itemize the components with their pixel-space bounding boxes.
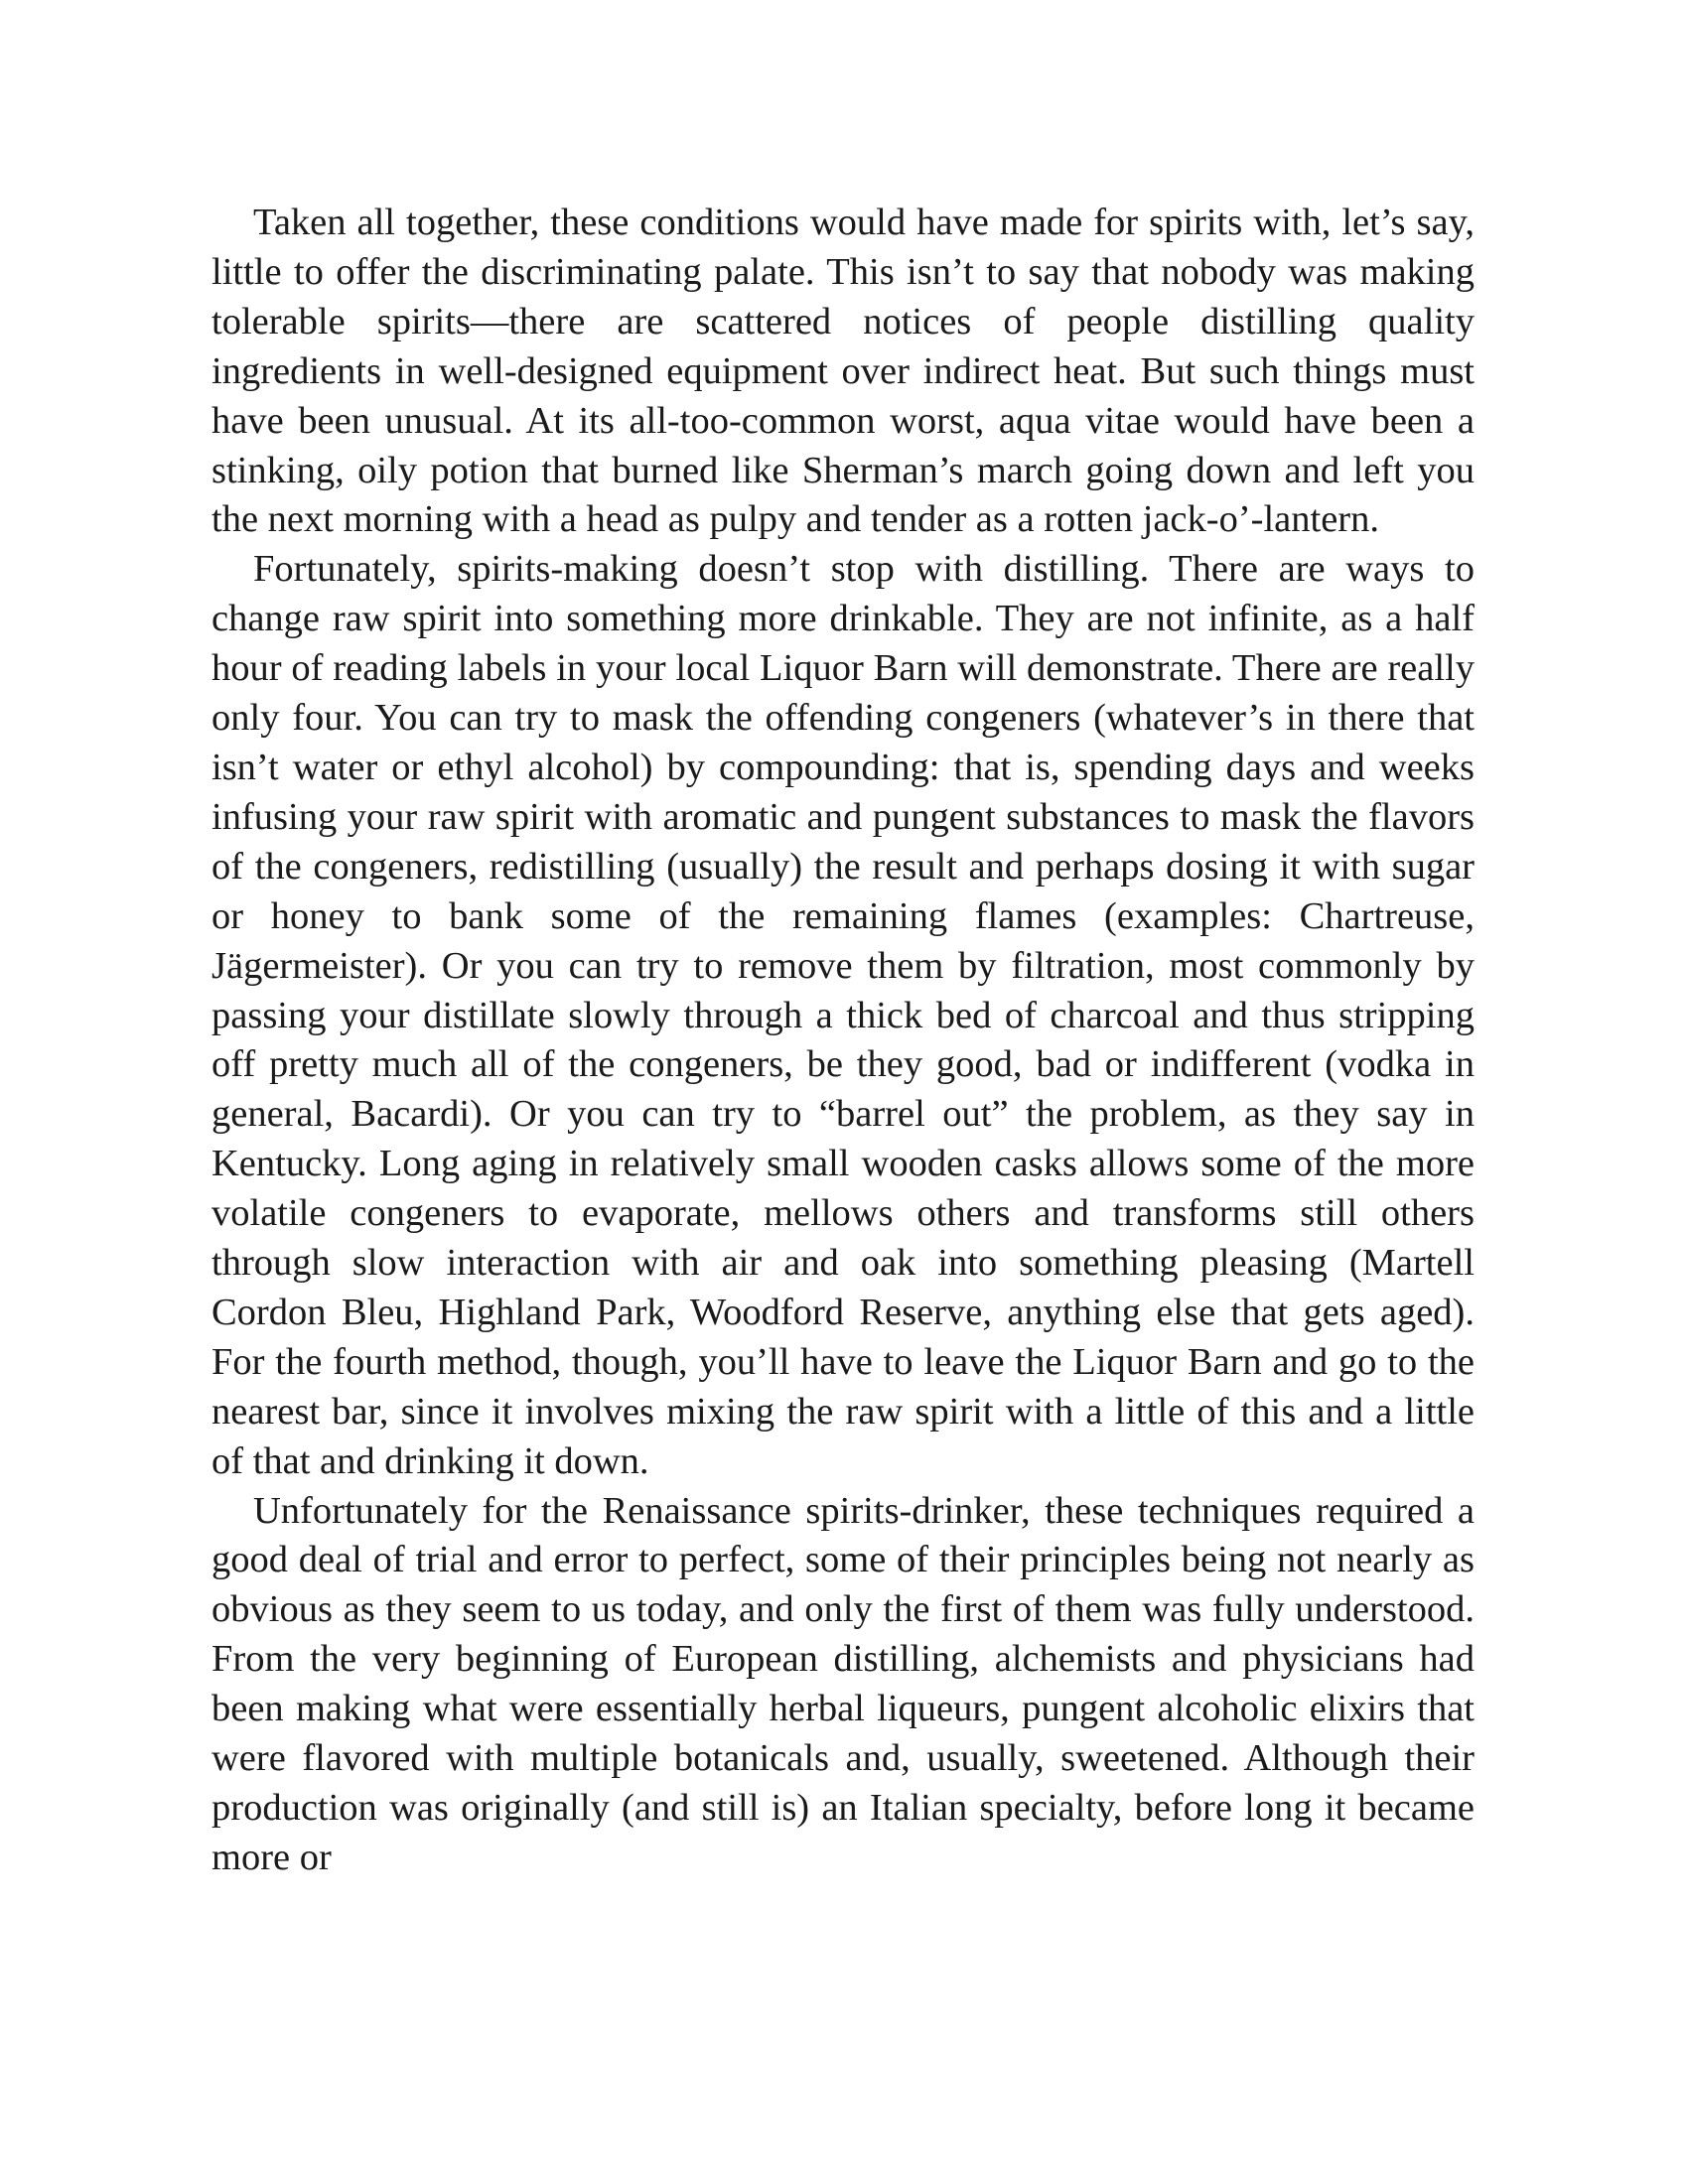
paragraph-taken-all-together: Taken all together, these conditions would have made for spirits with, let’s say, little to offer the discriminating palate. This isn’t to say that nobody was making tolerable spirits—there are scattered notices of people distilling quality ingredients in well-designed equipment over indirect heat. But such things must have been unusual. At its all-too-common worst, aqua vitae would have been a stinking, oily potion that burned like Sherman’s march going down and left you the next morning with a head as pulpy and tender as a rotten jack-o’-lantern.	[211, 202, 1475, 541]
paragraph-fortunately: Fortunately, spirits-making doesn’t stop with distilling. There are ways to change raw spirit into something more drinkable. They are not infinite, as a half hour of reading labels in your local Liquor Barn will demonstrate. There are really only four. You can try to mask the offending congeners (whatever’s in there that isn’t water or ethyl alcohol) by compounding: that is, spending days and weeks infusing your raw spirit with aromatic and pungent substances to mask the flavors of the congeners, redistilling (usually) the result and perhaps dosing it with sugar or honey to bank some of the remaining flames (examples: Chartreuse, Jägermeister). Or you can try to remove them by filtration, most commonly by passing your distillate slowly through a thick bed of charcoal and thus stripping off pretty much all of the congeners, be they good, bad or indifferent (vodka in general, Bacardi). Or you can try to “barrel out” the problem, as they say in Kentucky. Long aging in relatively small wooden casks allows some of the more volatile congeners to evaporate, mellows others and transforms still others through slow interaction with air and oak into something pleasing (Martell Cordon Bleu, Highland Park, Woodford Reserve, anything else that gets aged). For the fourth method, though, you’ll have to leave the Liquor Barn and go to the nearest bar, since it involves mixing the raw spirit with a little of this and a little of that and drinking it down.	[211, 548, 1475, 1482]
body-text	[211, 199, 1475, 1883]
paragraph-unfortunately: Unfortunately for the Renaissance spirits-drinker, these techniques required a good deal of trial and error to perfect, some of their principles being not nearly as obvious as they seem to us today, and only the first of them was fully understood. From the very beginning of European distilling, alchemists and physicians had been making what were essentially herbal liqueurs, pungent alcoholic elixirs that were flavored with multiple botanicals and, usually, sweetened. Although their production was originally (and still is) an Italian specialty, before long it became more or	[211, 1489, 1475, 1878]
